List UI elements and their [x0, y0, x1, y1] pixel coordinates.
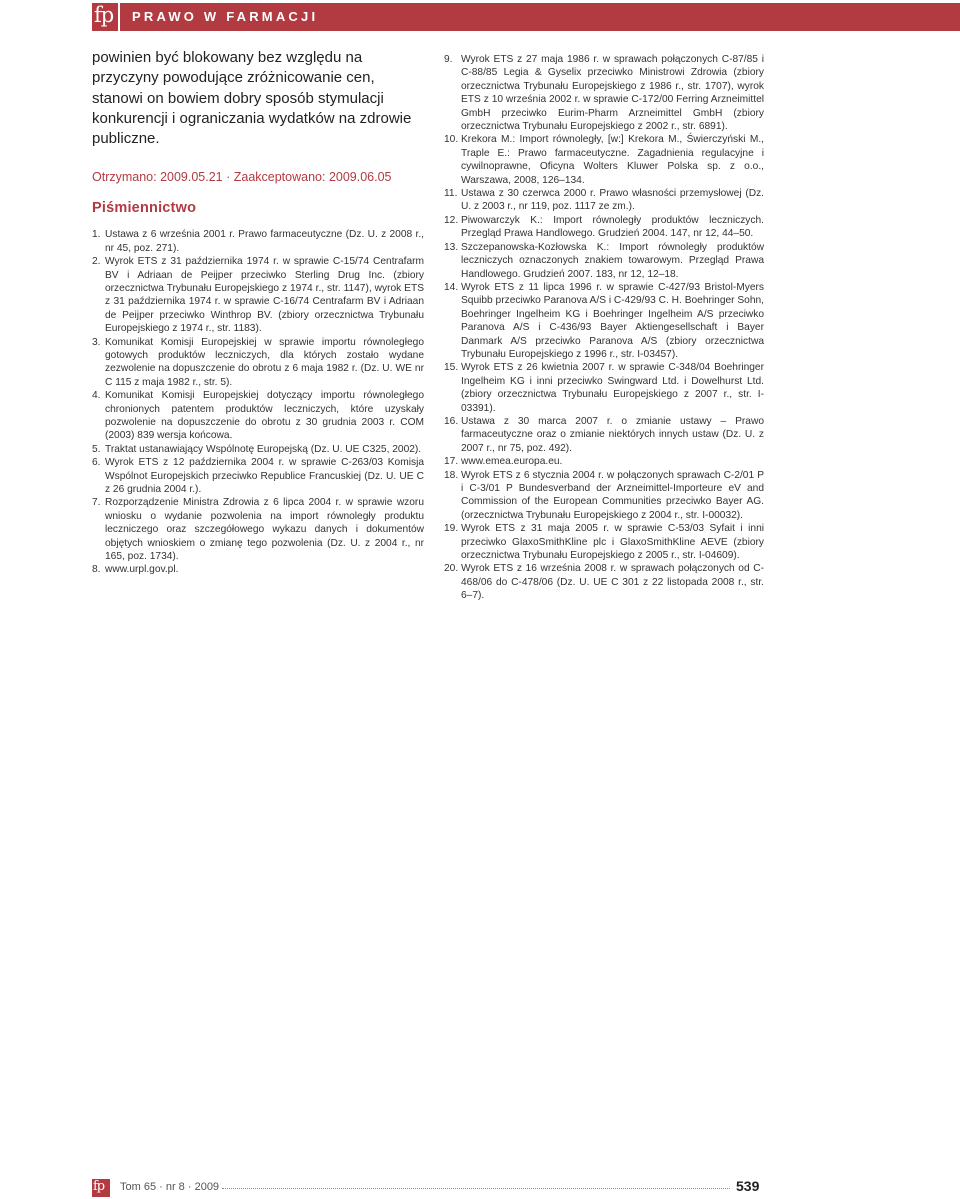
reference-number: 12.: [444, 214, 459, 226]
reference-item: [444, 281, 764, 361]
reference-number: 7.: [92, 497, 101, 509]
reference-number: 9.: [444, 54, 453, 65]
reference-text: Traktat ustanawiający Wspólnotę Europejską (Dz. U. UE C325, 2002).: [105, 443, 422, 455]
received-accepted-dates: Otrzymano: 2009.05.21 · Zaakceptowano: 2009.06.05: [92, 170, 392, 185]
reference-item: [92, 255, 424, 335]
reference-text: Rozporządzenie Ministra Zdrowia z 6 lipca 2004 r. w sprawie wzoru wniosku o wydanie pozwolenia na import równoległy produktu leczniczego oraz szczegółowego wykazu danych i dokumentów objętych wnioskiem o zmianę tego pozwolenia (Dz. U. z 2004 r., nr 165, poz. 1734).: [105, 497, 424, 563]
reference-number: 1.: [92, 229, 101, 241]
reference-text: Wyrok ETS z 27 maja 1986 r. w sprawach połączonych C-87/85 i C-88/85 Legia & Gyselix przeciwko Ministrowi Zdrowia (zbiory orzecznictwa Trybunału Europejskiego z 1986 r., str. 1707), wyrok ETS z 10 września 2002 r. w sprawie C-172/00 Ferring Arzneimittel GmbH przeciwko Eurim-Pharm Arzneimittel GmbH (zbiory orzecznictwa Trybunału Europejskiego z 2002 r., str. 6891).: [461, 54, 764, 133]
reference-text: Wyrok ETS z 12 października 2004 r. w sprawie C-263/03 Komisja Wspólnot Europejskich przeciwko Republice Francuskiej (Dz. U. UE C z 26 grudnia 2004 r.).: [105, 457, 424, 496]
reference-number: 10.: [444, 134, 459, 146]
issue-info: Tom 65 · nr 8 · 2009: [120, 1181, 220, 1193]
right-column: [444, 53, 764, 603]
reference-number: 4.: [92, 390, 101, 402]
reference-text: Komunikat Komisji Europejskiej w sprawie importu równoległego gotowych produktów leczniczych, dla których zostało wydane zezwolenie na dopuszczenie do obrotu z 6 maja 1982 r. (Dz. U. WE nr C 115 z maja 1982 r., str. 5).: [105, 336, 424, 388]
reference-text: Wyrok ETS z 31 maja 2005 r. w sprawie C-53/03 Syfait i inni przeciwko GlaxoSmithKline plc i GlaxoSmithKline AEVE (zbiory orzecznictwa Trybunału Europejskiego z 2005 r., str. I-04609).: [461, 523, 764, 562]
reference-item: [92, 563, 424, 576]
reference-text: Wyrok ETS z 11 lipca 1996 r. w sprawie C-427/93 Bristol-Myers Squibb przeciwko Paranova A/S i C-429/93 C. H. Boehringer Sohn, Boehringer Ingelheim KG i Boehringer Ingelheim A/S przeciwko Paranova A/S i C-436/93 Bayer Aktiengesellschaft i Bayer Danmark A/S przeciwko Paranova A/S (zbiory orzecznictwa Trybunału Europejskiego z 1996 r., str. I-03457).: [461, 281, 764, 360]
reference-text: Krekora M.: Import równoległy, [w:] Krekora M., Świerczyński M., Traple E.: Prawo farmaceutyczne. Zagadnienia regulacyjne i cywilnoprawne, Oficyna Wolters Kluwer Polska sp. z o.o., Warszawa, 2008, 126–134.: [461, 134, 764, 186]
reference-item: [92, 496, 424, 563]
reference-item: [92, 456, 424, 496]
reference-text: Wyrok ETS z 31 października 1974 r. w sprawie C-15/74 Centrafarm BV i Adriaan de Peijper przeciwko Sterling Drug Inc. (zbiory orzecznictwa Trybunału Europejskiego z 1974 r., str. 1147), wyrok ETS z 31 października 1974 r. w sprawie C-16/74 Centrafarm BV i Adriaan de Peijper przeciwko Winthrop BV. (zbiory orzecznictwa Trybunału Europejskiego z 1974 r., str. 1183).: [105, 256, 424, 335]
reference-number: 16.: [444, 415, 459, 427]
reference-item: [444, 187, 764, 214]
reference-text: www.emea.europa.eu.: [461, 456, 563, 468]
reference-item: [92, 389, 424, 443]
reference-number: 13.: [444, 241, 459, 253]
journal-logo-text: fp: [94, 3, 114, 27]
references-list-left: [92, 228, 424, 577]
reference-text: www.urpl.gov.pl.: [105, 564, 179, 576]
reference-text: Ustawa z 30 czerwca 2000 r. Prawo własności przemysłowej (Dz. U. z 2003 r., nr 119, poz. 1117 ze zm.).: [461, 188, 764, 213]
reference-number: 11.: [444, 188, 458, 200]
page-number: 539: [736, 1178, 760, 1194]
reference-number: 15.: [444, 362, 459, 374]
left-column: [92, 48, 424, 577]
reference-item: [444, 455, 764, 468]
reference-item: [92, 336, 424, 390]
reference-item: [92, 443, 424, 456]
reference-number: 6.: [92, 457, 101, 469]
reference-text: Wyrok ETS z 16 września 2008 r. w sprawach połączonych od C-468/06 do C-478/06 (Dz. U. UE C 301 z 22 listopada 2008 r., str. 6–7).: [461, 563, 764, 602]
reference-number: 19.: [444, 523, 459, 535]
intro-paragraph: powinien być blokowany bez względu na przyczyny powodujące zróżnicowanie cen, stanowi on bowiem dobry sposób stymulacji konkurencji i ograniczania wydatków na zdrowie publiczne.: [92, 49, 412, 148]
reference-text: Komunikat Komisji Europejskiej dotyczący importu równoległego chronionych patentem produktów leczniczych, które uzyskały pozwolenie na dopuszczenie do obrotu z 30 grudnia 2003 r. COM (2003) 839 wersja końcowa.: [105, 390, 424, 442]
reference-item: [444, 361, 764, 415]
reference-number: 8.: [92, 564, 101, 576]
reference-text: Ustawa z 30 marca 2007 r. o zmianie ustawy – Prawo farmaceutyczne oraz o zmianie niektórych innych ustaw (Dz. U. z 2007 r., nr 75, poz. 492).: [461, 415, 764, 454]
reference-number: 18.: [444, 469, 459, 481]
reference-item: [444, 53, 764, 133]
footer-logo: [92, 1179, 110, 1197]
reference-item: [92, 228, 424, 255]
references-list-right: [444, 53, 764, 603]
references-heading: Piśmiennictwo: [92, 199, 197, 216]
reference-number: 2.: [92, 256, 101, 268]
reference-item: [444, 562, 764, 602]
reference-number: 20.: [444, 563, 459, 575]
reference-text: Wyrok ETS z 6 stycznia 2004 r. w połączonych sprawach C-2/01 P i C-3/01 P Bundesverband der Arzneimittel-Importeure eV and Commission of the European Communities przeciwko Bayer AG. (orzecznictwa Trybunału Europejskiego z 2004 r., str. I-00032).: [461, 469, 764, 521]
reference-number: 3.: [92, 336, 101, 348]
reference-number: 14.: [444, 281, 459, 293]
reference-text: Ustawa z 6 września 2001 r. Prawo farmaceutyczne (Dz. U. z 2008 r., nr 45, poz. 271).: [105, 229, 424, 254]
reference-item: [444, 469, 764, 523]
footer-divider: [222, 1188, 730, 1189]
reference-number: 17.: [444, 456, 459, 468]
reference-number: 5.: [92, 443, 101, 455]
reference-item: [444, 241, 764, 281]
journal-logo: [92, 3, 120, 31]
reference-text: Wyrok ETS z 26 kwietnia 2007 r. w sprawie C-348/04 Boehringer Ingelheim KG i inni przeciwko Swingward Ltd. i Dowelhurst Ltd. (zbiory orzecznictwa Trybunału Europejskiego z 2007 r., str. I-03391).: [461, 362, 764, 414]
reference-text: Piwowarczyk K.: Import równoległy produktów leczniczych. Przegląd Prawa Handlowego. Grudzień 2004. 147, nr 12, 44–50.: [461, 214, 764, 240]
section-header-title: PRAWO W FARMACJI: [132, 9, 319, 24]
footer-logo-text: fp: [93, 1179, 105, 1194]
reference-item: [444, 415, 764, 455]
reference-item: [444, 522, 764, 562]
reference-item: [444, 133, 764, 187]
reference-item: [444, 214, 764, 241]
reference-text: Szczepanowska-Kozłowska K.: Import równoległy produktów leczniczych oznaczonych znakiem towarowym. Przegląd Prawa Handlowego. Grudzień 2007. 183, nr 12, 12–18.: [461, 241, 764, 280]
